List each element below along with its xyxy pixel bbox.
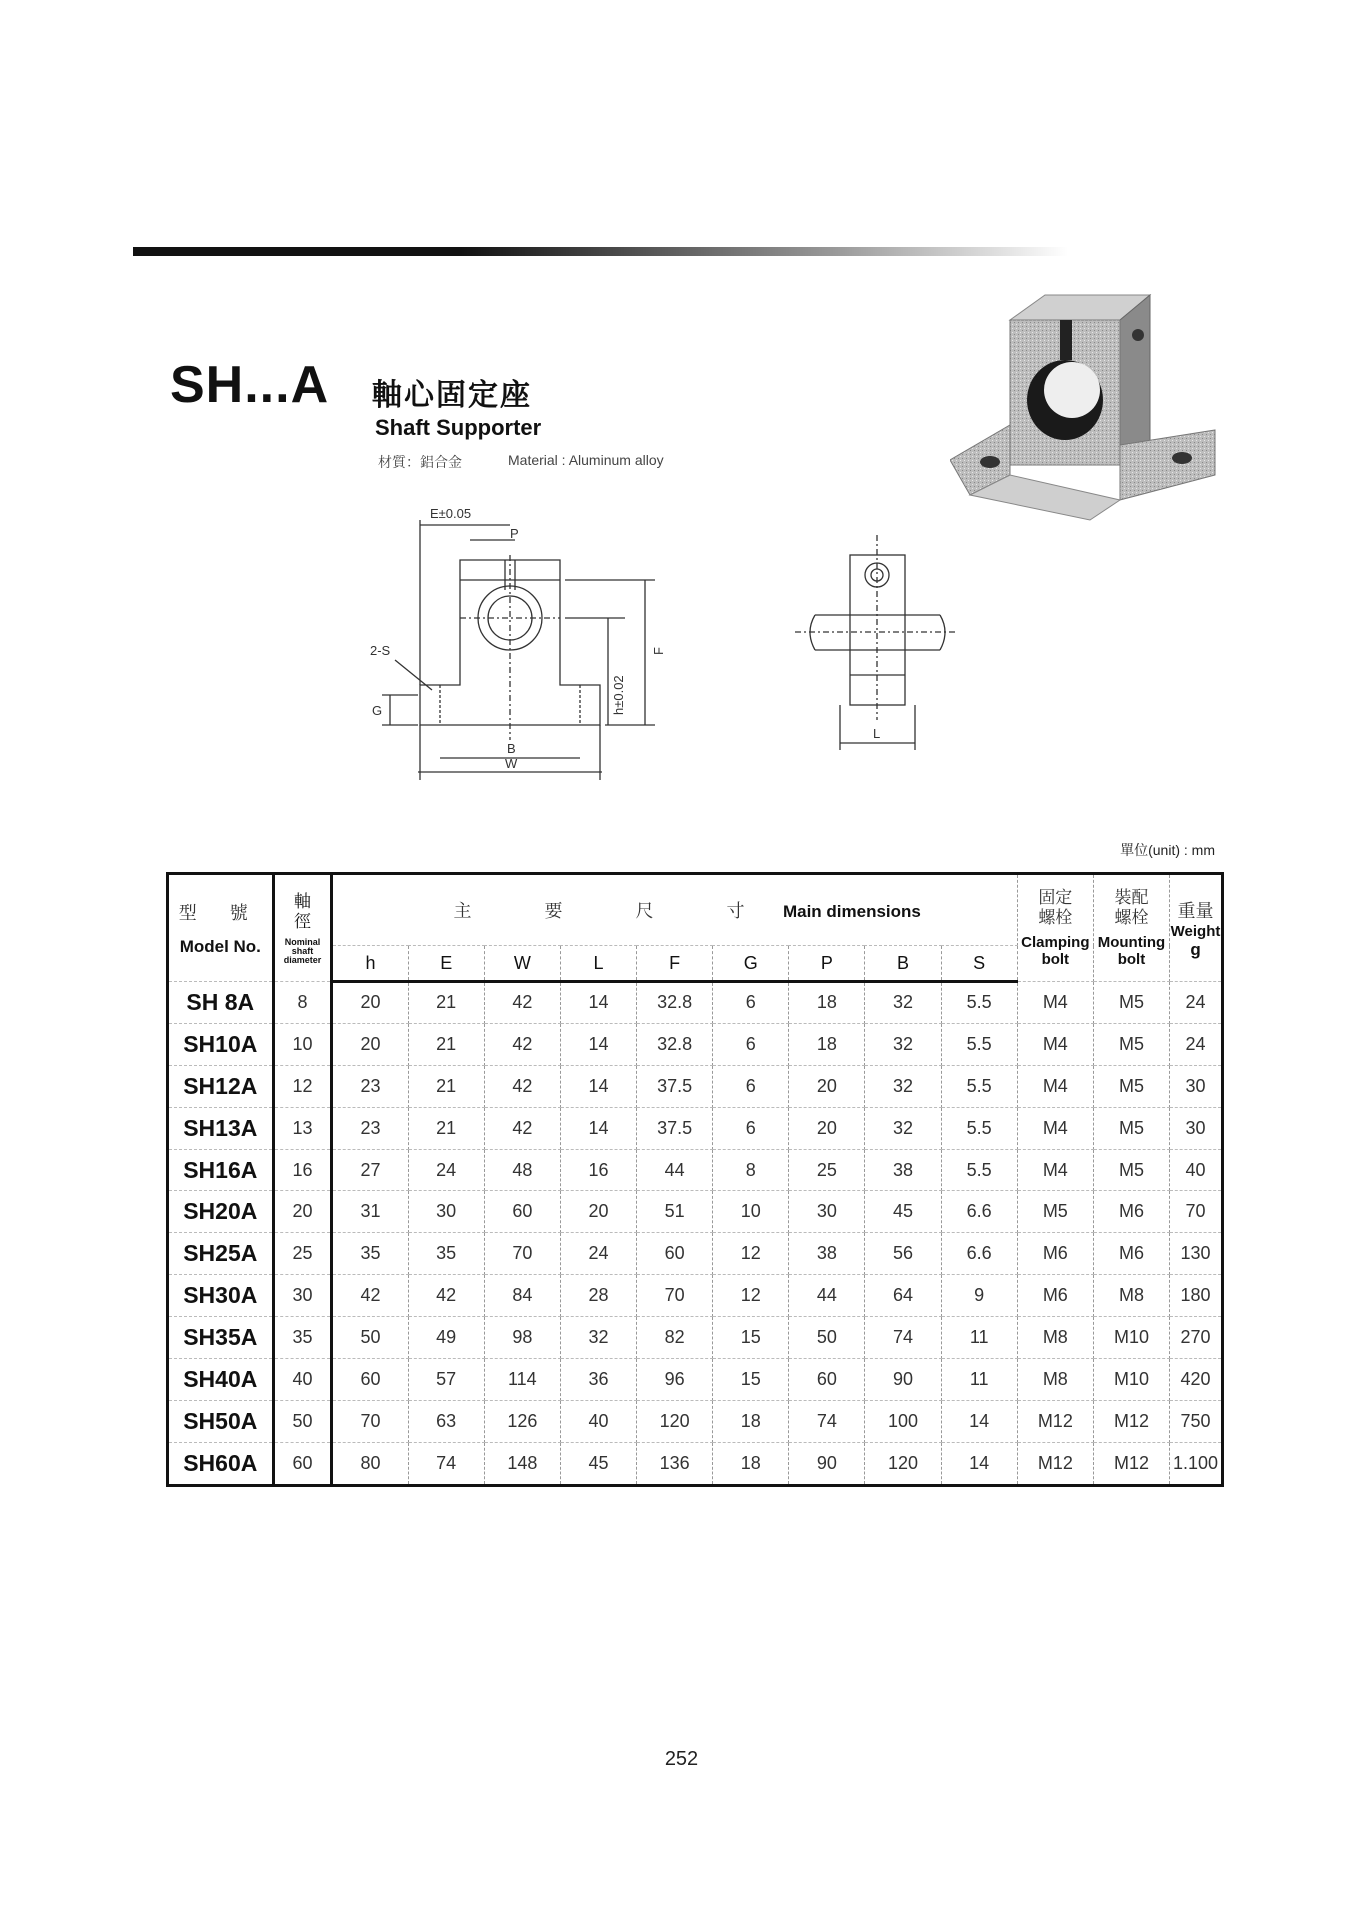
model-header [168, 874, 274, 982]
cell-g: 6 [713, 1065, 789, 1107]
cell-f: 120 [637, 1400, 713, 1442]
cell-f: 82 [637, 1317, 713, 1359]
col-s-header: S [941, 946, 1017, 982]
clamping-bolt-cn: 固定螺栓 [1038, 888, 1073, 927]
dim-f-label: F [651, 647, 666, 655]
side-view-drawing [795, 535, 955, 755]
cell-p: 20 [789, 1065, 865, 1107]
material-en: Material : Aluminum alloy [508, 452, 664, 468]
model-cell: SH60A [168, 1442, 274, 1485]
model-cell: SH30A [168, 1275, 274, 1317]
cell-p: 74 [789, 1400, 865, 1442]
front-view-drawing [360, 500, 680, 790]
cell-h: 23 [332, 1107, 408, 1149]
cell-s: 11 [941, 1359, 1017, 1401]
cell-d: 10 [273, 1023, 332, 1065]
cell-l: 36 [560, 1359, 636, 1401]
cell-l: 20 [560, 1191, 636, 1233]
cell-e: 49 [408, 1317, 484, 1359]
cell-p: 18 [789, 1023, 865, 1065]
product-photo [950, 290, 1230, 530]
table-row [168, 1442, 1223, 1485]
cell-e: 24 [408, 1149, 484, 1191]
cell-mount: M10 [1093, 1359, 1169, 1401]
cell-mount: M5 [1093, 1107, 1169, 1149]
model-cell: SH 8A [168, 982, 274, 1024]
cell-w: 48 [484, 1149, 560, 1191]
cell-g: 6 [713, 1107, 789, 1149]
cell-s: 14 [941, 1400, 1017, 1442]
cell-clamp: M12 [1017, 1400, 1093, 1442]
cell-h: 60 [332, 1359, 408, 1401]
cell-d: 25 [273, 1233, 332, 1275]
cell-weight: 24 [1170, 982, 1223, 1024]
cell-d: 50 [273, 1400, 332, 1442]
cell-g: 10 [713, 1191, 789, 1233]
table-row [168, 1023, 1223, 1065]
cell-weight: 30 [1170, 1065, 1223, 1107]
cell-clamp: M5 [1017, 1191, 1093, 1233]
cell-f: 136 [637, 1442, 713, 1485]
clamping-bolt-en: Clamping bolt [1021, 934, 1090, 968]
cell-h: 20 [332, 982, 408, 1024]
cell-w: 42 [484, 1065, 560, 1107]
cell-l: 45 [560, 1442, 636, 1485]
unit-label: 單位(unit) : mm [1120, 842, 1215, 858]
cell-p: 44 [789, 1275, 865, 1317]
cell-weight: 130 [1170, 1233, 1223, 1275]
cell-mount: M12 [1093, 1400, 1169, 1442]
cell-h: 80 [332, 1442, 408, 1485]
cell-w: 42 [484, 1107, 560, 1149]
cell-mount: M5 [1093, 1023, 1169, 1065]
cell-l: 32 [560, 1317, 636, 1359]
cell-f: 51 [637, 1191, 713, 1233]
page-number: 252 [664, 1748, 699, 1770]
cell-w: 60 [484, 1191, 560, 1233]
model-header-en: Model No. [179, 937, 261, 956]
cell-h: 70 [332, 1400, 408, 1442]
cell-w: 70 [484, 1233, 560, 1275]
cell-p: 30 [789, 1191, 865, 1233]
cell-l: 24 [560, 1233, 636, 1275]
top-rule [133, 247, 1068, 256]
cell-e: 63 [408, 1400, 484, 1442]
material-cn: 材質：鋁合金 [378, 454, 462, 470]
table-row [168, 982, 1223, 1024]
cell-h: 20 [332, 1023, 408, 1065]
cell-clamp: M6 [1017, 1233, 1093, 1275]
product-title-cn: 軸心固定座 [372, 378, 532, 413]
cell-g: 18 [713, 1442, 789, 1485]
main-dimensions-header [332, 874, 1017, 946]
cell-h: 23 [332, 1065, 408, 1107]
cell-d: 30 [273, 1275, 332, 1317]
cell-d: 12 [273, 1065, 332, 1107]
main-dimensions-en: Main dimensions [782, 902, 921, 921]
model-cell: SH12A [168, 1065, 274, 1107]
shaft-header-cn: 軸徑 [294, 891, 312, 931]
table-row [168, 1400, 1223, 1442]
cell-p: 25 [789, 1149, 865, 1191]
cell-s: 9 [941, 1275, 1017, 1317]
cell-d: 60 [273, 1442, 332, 1485]
cell-mount: M12 [1093, 1442, 1169, 1485]
cell-l: 14 [560, 1065, 636, 1107]
cell-weight: 40 [1170, 1149, 1223, 1191]
cell-clamp: M4 [1017, 1065, 1093, 1107]
cell-h: 31 [332, 1191, 408, 1233]
model-cell: SH16A [168, 1149, 274, 1191]
cell-b: 38 [865, 1149, 941, 1191]
cell-w: 98 [484, 1317, 560, 1359]
cell-mount: M10 [1093, 1317, 1169, 1359]
weight-cn: 重量 [1177, 900, 1214, 921]
col-f-header: F [637, 946, 713, 982]
cell-e: 21 [408, 1023, 484, 1065]
model-cell: SH25A [168, 1233, 274, 1275]
table-row [168, 1275, 1223, 1317]
cell-mount: M5 [1093, 1149, 1169, 1191]
cell-f: 37.5 [637, 1107, 713, 1149]
table-row [168, 1149, 1223, 1191]
dim-p-label: P [510, 526, 519, 541]
cell-h: 27 [332, 1149, 408, 1191]
cell-s: 5.5 [941, 982, 1017, 1024]
cell-w: 114 [484, 1359, 560, 1401]
cell-b: 100 [865, 1400, 941, 1442]
weight-header [1170, 874, 1223, 982]
cell-b: 56 [865, 1233, 941, 1275]
cell-weight: 1.100 [1170, 1442, 1223, 1485]
cell-d: 16 [273, 1149, 332, 1191]
dim-l-label: L [873, 726, 881, 741]
cell-b: 120 [865, 1442, 941, 1485]
cell-b: 32 [865, 982, 941, 1024]
cell-l: 40 [560, 1400, 636, 1442]
cell-clamp: M8 [1017, 1317, 1093, 1359]
shaft-header-en: Nominal shaft diameter [283, 936, 322, 965]
model-header-cn: 型 號 [178, 903, 262, 923]
cell-g: 15 [713, 1317, 789, 1359]
cell-p: 38 [789, 1233, 865, 1275]
cell-weight: 24 [1170, 1023, 1223, 1065]
cell-weight: 30 [1170, 1107, 1223, 1149]
cell-e: 57 [408, 1359, 484, 1401]
cell-l: 28 [560, 1275, 636, 1317]
col-p-header: P [789, 946, 865, 982]
cell-l: 16 [560, 1149, 636, 1191]
col-l-header: L [560, 946, 636, 982]
cell-e: 21 [408, 1107, 484, 1149]
cell-f: 44 [637, 1149, 713, 1191]
dim-e-label: E±0.05 [430, 506, 472, 521]
cell-weight: 70 [1170, 1191, 1223, 1233]
cell-b: 90 [865, 1359, 941, 1401]
mounting-bolt-header [1093, 874, 1169, 982]
col-h-header: h [332, 946, 408, 982]
mounting-bolt-cn: 裝配螺栓 [1114, 888, 1149, 927]
cell-b: 32 [865, 1023, 941, 1065]
cell-clamp: M4 [1017, 1023, 1093, 1065]
cell-w: 148 [484, 1442, 560, 1485]
cell-s: 6.6 [941, 1233, 1017, 1275]
cell-w: 42 [484, 1023, 560, 1065]
cell-g: 15 [713, 1359, 789, 1401]
col-e-header: E [408, 946, 484, 982]
cell-h: 50 [332, 1317, 408, 1359]
cell-e: 74 [408, 1442, 484, 1485]
cell-g: 12 [713, 1233, 789, 1275]
cell-e: 21 [408, 982, 484, 1024]
cell-d: 20 [273, 1191, 332, 1233]
cell-p: 90 [789, 1442, 865, 1485]
cell-clamp: M4 [1017, 982, 1093, 1024]
cell-h: 35 [332, 1233, 408, 1275]
cell-b: 32 [865, 1065, 941, 1107]
cell-s: 5.5 [941, 1149, 1017, 1191]
product-subtitle: Shaft Supporter [375, 415, 542, 440]
cell-s: 14 [941, 1442, 1017, 1485]
spec-table [166, 872, 1224, 1487]
cell-g: 12 [713, 1275, 789, 1317]
cell-g: 6 [713, 982, 789, 1024]
cell-f: 37.5 [637, 1065, 713, 1107]
cell-g: 18 [713, 1400, 789, 1442]
cell-e: 21 [408, 1065, 484, 1107]
cell-weight: 270 [1170, 1317, 1223, 1359]
model-cell: SH35A [168, 1317, 274, 1359]
model-cell: SH40A [168, 1359, 274, 1401]
cell-e: 30 [408, 1191, 484, 1233]
cell-weight: 180 [1170, 1275, 1223, 1317]
cell-p: 18 [789, 982, 865, 1024]
cell-mount: M5 [1093, 982, 1169, 1024]
mounting-bolt-en: Mounting bolt [1097, 934, 1166, 968]
table-row [168, 1191, 1223, 1233]
weight-unit: g [1190, 939, 1201, 959]
model-cell: SH13A [168, 1107, 274, 1149]
cell-w: 84 [484, 1275, 560, 1317]
cell-clamp: M12 [1017, 1442, 1093, 1485]
cell-w: 126 [484, 1400, 560, 1442]
cell-p: 20 [789, 1107, 865, 1149]
cell-g: 8 [713, 1149, 789, 1191]
cell-l: 14 [560, 1023, 636, 1065]
product-title: SH...A [170, 356, 330, 414]
cell-mount: M6 [1093, 1191, 1169, 1233]
cell-e: 42 [408, 1275, 484, 1317]
weight-en: Weight [1170, 922, 1221, 940]
cell-h: 42 [332, 1275, 408, 1317]
cell-f: 96 [637, 1359, 713, 1401]
col-w-header: W [484, 946, 560, 982]
cell-d: 13 [273, 1107, 332, 1149]
model-cell: SH50A [168, 1400, 274, 1442]
cell-f: 70 [637, 1275, 713, 1317]
table-row [168, 1359, 1223, 1401]
cell-b: 45 [865, 1191, 941, 1233]
cell-clamp: M4 [1017, 1149, 1093, 1191]
col-g-header: G [713, 946, 789, 982]
cell-f: 32.8 [637, 982, 713, 1024]
cell-b: 64 [865, 1275, 941, 1317]
cell-d: 40 [273, 1359, 332, 1401]
dim-h-label: h±0.02 [611, 675, 626, 715]
dim-w-label: W [505, 756, 518, 771]
dim-g-label: G [372, 703, 383, 718]
cell-clamp: M4 [1017, 1107, 1093, 1149]
dim-2s-label: 2-S [370, 643, 391, 658]
cell-p: 60 [789, 1359, 865, 1401]
cell-s: 5.5 [941, 1107, 1017, 1149]
cell-p: 50 [789, 1317, 865, 1359]
cell-s: 5.5 [941, 1023, 1017, 1065]
cell-mount: M5 [1093, 1065, 1169, 1107]
table-row [168, 1107, 1223, 1149]
dim-b-label: B [507, 741, 516, 756]
spec-table-body [168, 982, 1223, 1486]
cell-e: 35 [408, 1233, 484, 1275]
table-row [168, 1233, 1223, 1275]
cell-l: 14 [560, 982, 636, 1024]
cell-g: 6 [713, 1023, 789, 1065]
cell-s: 6.6 [941, 1191, 1017, 1233]
cell-clamp: M6 [1017, 1275, 1093, 1317]
cell-f: 60 [637, 1233, 713, 1275]
cell-mount: M8 [1093, 1275, 1169, 1317]
clamping-bolt-header [1017, 874, 1093, 982]
cell-b: 74 [865, 1317, 941, 1359]
model-cell: SH10A [168, 1023, 274, 1065]
col-b-header: B [865, 946, 941, 982]
cell-mount: M6 [1093, 1233, 1169, 1275]
table-row [168, 1317, 1223, 1359]
table-row [168, 1065, 1223, 1107]
cell-l: 14 [560, 1107, 636, 1149]
model-cell: SH20A [168, 1191, 274, 1233]
shaft-header [273, 874, 332, 982]
cell-d: 35 [273, 1317, 332, 1359]
cell-w: 42 [484, 982, 560, 1024]
main-dimensions-cn: 主 要 尺 寸 [453, 901, 779, 921]
cell-b: 32 [865, 1107, 941, 1149]
cell-d: 8 [273, 982, 332, 1024]
cell-weight: 420 [1170, 1359, 1223, 1401]
cell-s: 5.5 [941, 1065, 1017, 1107]
cell-weight: 750 [1170, 1400, 1223, 1442]
cell-f: 32.8 [637, 1023, 713, 1065]
cell-s: 11 [941, 1317, 1017, 1359]
cell-clamp: M8 [1017, 1359, 1093, 1401]
